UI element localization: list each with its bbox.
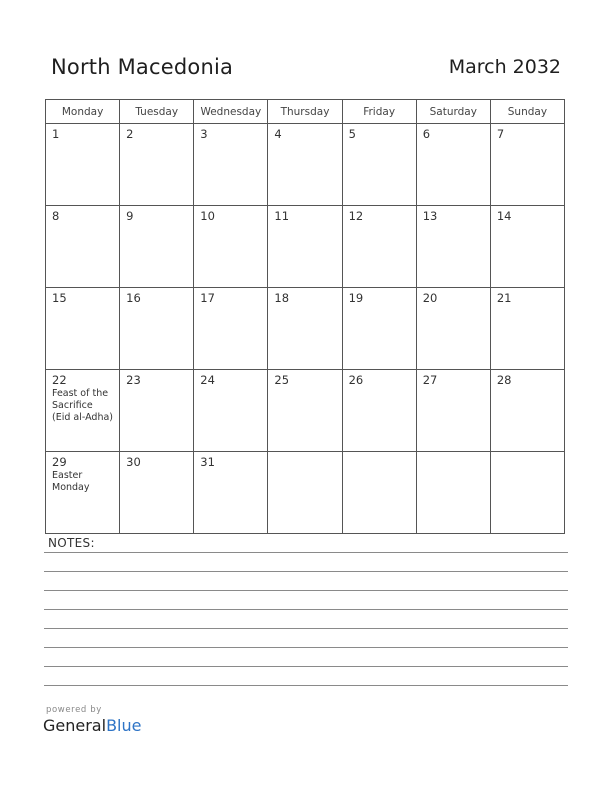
day-number: 4 [274, 127, 282, 141]
calendar-day-cell [342, 124, 416, 206]
calendar-day-cell [120, 124, 194, 206]
calendar-day-cell [490, 370, 564, 452]
day-number: 17 [200, 291, 215, 305]
calendar-day-cell [46, 288, 120, 370]
day-number: 20 [422, 291, 438, 305]
calendar-day-cell [194, 452, 268, 534]
weekday-tuesday: Tuesday [120, 100, 194, 124]
weekday-saturday: Saturday [416, 100, 490, 124]
day-number: 7 [496, 127, 505, 141]
notes-line [44, 590, 568, 591]
calendar-day-cell [268, 452, 342, 534]
calendar-day-cell [342, 370, 416, 452]
day-number: 15 [52, 291, 67, 305]
calendar-country-title: North Macedonia [51, 55, 234, 79]
calendar-day-cell [46, 206, 120, 288]
weekday-wednesday: Wednesday [194, 100, 268, 124]
day-number: 27 [422, 373, 438, 387]
day-number: 3 [200, 127, 208, 141]
calendar-day-cell [416, 206, 490, 288]
calendar-day-cell [120, 370, 194, 452]
day-number: 1 [52, 127, 60, 141]
calendar-day-cell [342, 206, 416, 288]
calendar-day-cell [46, 370, 120, 452]
notes-label: NOTES: [48, 536, 95, 550]
brand-logo [43, 716, 141, 735]
holiday-label: Easter Monday [52, 470, 90, 493]
calendar-day-cell [194, 124, 268, 206]
calendar-day-cell [342, 452, 416, 534]
calendar-grid [45, 99, 565, 534]
weekday-friday: Friday [342, 100, 416, 124]
day-number: 28 [496, 373, 512, 387]
day-number: 19 [348, 291, 364, 305]
day-number: 8 [52, 209, 60, 223]
day-number: 9 [126, 209, 134, 223]
calendar-month-year: March 2032 [448, 56, 561, 78]
calendar-week-row [46, 452, 565, 534]
calendar-week-row [46, 370, 565, 452]
day-number: 21 [496, 291, 512, 305]
calendar-day-cell [490, 288, 564, 370]
day-number: 13 [422, 209, 438, 223]
notes-line [44, 571, 568, 572]
brand-general: General [43, 716, 107, 735]
day-number: 14 [496, 209, 512, 223]
calendar-day-cell [490, 206, 564, 288]
calendar-day-cell [416, 288, 490, 370]
day-number: 2 [126, 127, 134, 141]
notes-line [44, 685, 568, 686]
calendar-day-cell [416, 370, 490, 452]
day-number: 10 [200, 209, 215, 223]
calendar-week-row [46, 124, 565, 206]
day-number: 5 [348, 127, 356, 141]
day-number: 31 [200, 455, 215, 469]
weekday-thursday: Thursday [268, 100, 342, 124]
day-number: 6 [422, 127, 431, 141]
calendar-day-cell [120, 206, 194, 288]
calendar-week-row [46, 206, 565, 288]
day-number: 22 [52, 373, 67, 387]
calendar-day-cell [268, 206, 342, 288]
weekday-monday: Monday [46, 100, 120, 124]
weekday-sunday: Sunday [490, 100, 564, 124]
calendar-day-cell [120, 452, 194, 534]
day-number: 30 [126, 455, 141, 469]
calendar-week-row [46, 288, 565, 370]
notes-line [44, 666, 568, 667]
calendar-day-cell [490, 124, 564, 206]
day-number: 12 [348, 209, 364, 223]
calendar-day-cell [194, 206, 268, 288]
day-number: 16 [126, 291, 141, 305]
calendar-day-cell [416, 124, 490, 206]
day-number: 11 [274, 209, 290, 223]
day-number: 23 [126, 373, 141, 387]
notes-line [44, 647, 568, 648]
calendar-day-cell [268, 124, 342, 206]
weekday-header-row [46, 100, 565, 124]
day-number: 29 [52, 455, 67, 469]
holiday-label: Feast of the Sacrifice (Eid al-Adha) [52, 388, 113, 423]
calendar-day-cell [46, 124, 120, 206]
day-number: 18 [274, 291, 290, 305]
calendar-day-cell [490, 452, 564, 534]
notes-line [44, 552, 568, 553]
brand-blue: Blue [106, 716, 142, 735]
calendar-day-cell [342, 288, 416, 370]
calendar-day-cell [268, 288, 342, 370]
calendar-day-cell [120, 288, 194, 370]
notes-line [44, 628, 568, 629]
powered-by-label: powered by [46, 705, 102, 715]
calendar-day-cell [268, 370, 342, 452]
day-number: 26 [348, 373, 364, 387]
calendar-day-cell [194, 370, 268, 452]
day-number: 24 [200, 373, 215, 387]
day-number: 25 [274, 373, 290, 387]
calendar-day-cell [194, 288, 268, 370]
calendar-weeks [46, 124, 565, 534]
calendar-day-cell [416, 452, 490, 534]
calendar-day-cell [46, 452, 120, 534]
notes-line [44, 609, 568, 610]
